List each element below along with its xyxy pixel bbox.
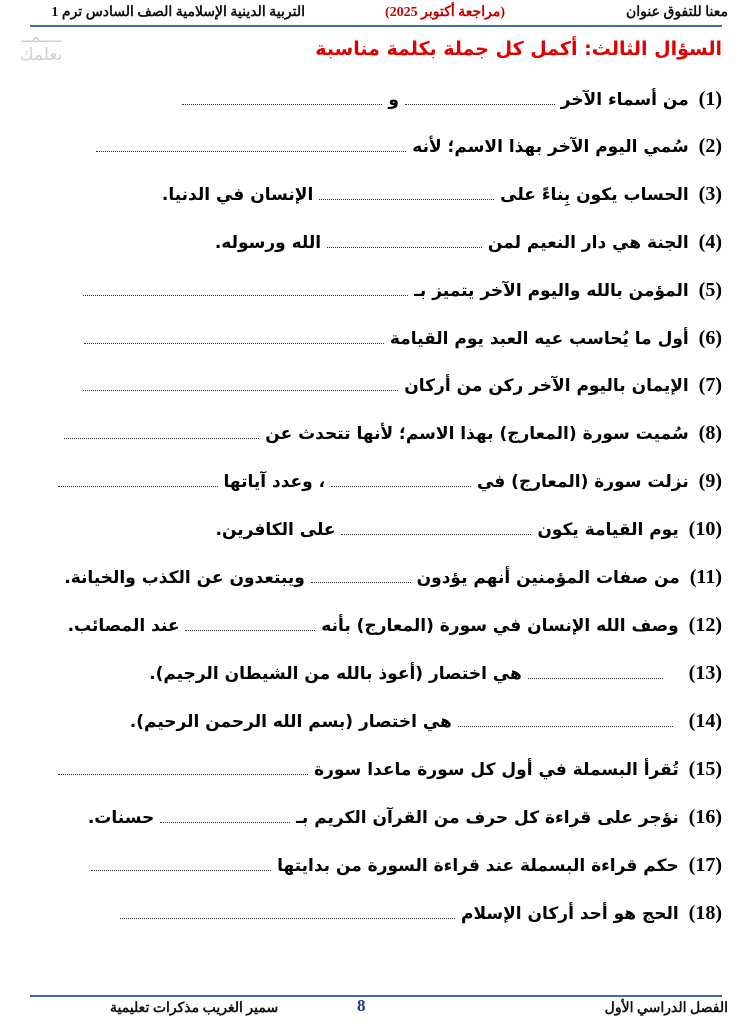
- question-13: [30, 662, 722, 692]
- section-title: السؤال الثالث: أكمل كل جملة بكلمة مناسبة: [315, 38, 722, 60]
- question-6: [30, 327, 722, 357]
- blank[interactable]: [185, 620, 315, 631]
- blank[interactable]: [64, 428, 259, 439]
- question-14: [30, 710, 722, 740]
- blank[interactable]: [528, 668, 663, 679]
- blank[interactable]: [458, 716, 673, 727]
- blank[interactable]: [91, 860, 271, 871]
- blank[interactable]: [120, 908, 455, 919]
- question-number: (2): [698, 135, 722, 157]
- question-number: (17): [688, 854, 722, 876]
- blank[interactable]: [160, 812, 290, 823]
- question-10: [30, 518, 722, 548]
- question-number: (11): [689, 566, 722, 588]
- question-number: (5): [698, 279, 722, 301]
- question-1: [30, 88, 722, 118]
- question-text: من صفات المؤمنين أنهم يؤدون: [416, 568, 680, 588]
- blank[interactable]: [405, 94, 555, 105]
- question-text-tail: عند المصائب.: [67, 616, 180, 636]
- blank[interactable]: [84, 333, 384, 344]
- question-9: [30, 470, 722, 500]
- blank[interactable]: [311, 572, 411, 583]
- question-12: [30, 614, 722, 644]
- question-number: (14): [688, 710, 722, 732]
- footer-term: الفصل الدراسي الأول: [604, 1001, 728, 1016]
- question-text: يوم القيامة يكون: [537, 520, 679, 540]
- question-5: [30, 279, 722, 309]
- blank[interactable]: [319, 189, 494, 200]
- question-number: (12): [688, 614, 722, 636]
- question-number: (18): [688, 902, 722, 924]
- question-number: (3): [698, 183, 722, 205]
- question-3: [30, 183, 722, 213]
- question-text-tail: الإنسان في الدنيا.: [161, 185, 314, 205]
- question-text: الجنة هي دار النعيم لمن: [487, 233, 689, 253]
- page-header: [0, 0, 750, 26]
- question-7: [30, 374, 722, 404]
- question-text: من أسماء الآخر: [560, 90, 689, 110]
- question-text-tail: و: [388, 90, 399, 110]
- question-text: الحج هو أحد أركان الإسلام: [461, 904, 679, 924]
- question-text: نزلت سورة (المعارج) في: [476, 472, 689, 492]
- question-18: [30, 902, 722, 932]
- question-number: (7): [698, 374, 722, 396]
- question-text-tail: هي اختصار (أعوذ بالله من الشيطان الرجيم).: [149, 664, 522, 684]
- blank[interactable]: [83, 285, 408, 296]
- question-text: نؤجر على قراءة كل حرف من القرآن الكريم بـ: [296, 808, 679, 828]
- question-text: أول ما يُحاسب عيه العبد يوم القيامة: [389, 329, 689, 349]
- question-4: [30, 231, 722, 261]
- question-8: [30, 422, 722, 452]
- question-16: [30, 806, 722, 836]
- question-number: (1): [698, 88, 722, 110]
- question-text: سُمي اليوم الآخر بهذا الاسم؛ لأنه: [412, 137, 689, 157]
- header-divider: [30, 25, 722, 27]
- question-number: (6): [698, 327, 722, 349]
- question-number: (16): [688, 806, 722, 828]
- question-text: حكم قراءة البسملة عند قراءة السورة من بدايتها: [277, 856, 679, 876]
- question-text-tail: حسنات.: [87, 808, 155, 828]
- logo-line2: بعلمك: [19, 45, 63, 65]
- blank[interactable]: [327, 237, 482, 248]
- question-2: [30, 135, 722, 165]
- watermark-logo: [6, 28, 76, 68]
- header-subject: التربية الدينية الإسلامية الصف السادس ترم 1: [51, 5, 305, 20]
- blank[interactable]: [96, 141, 406, 152]
- question-text-tail: ويبتعدون عن الكذب والخيانة.: [64, 568, 305, 588]
- page-number: 8: [357, 996, 366, 1015]
- blank[interactable]: [341, 524, 531, 535]
- question-11: [30, 566, 722, 596]
- footer-divider: [30, 995, 722, 997]
- question-text-tail: الله ورسوله.: [214, 233, 322, 253]
- footer-author: سمير الغريب مذكرات تعليمية: [110, 1001, 279, 1016]
- blank[interactable]: [58, 764, 308, 775]
- question-text-tail: على الكافرين.: [215, 520, 336, 540]
- blank[interactable]: [58, 476, 218, 487]
- blank[interactable]: [83, 380, 398, 391]
- header-review: (مراجعة أكتوبر 2025): [385, 5, 505, 20]
- question-number: (15): [688, 758, 722, 780]
- question-text: تُقرأ البسملة في أول كل سورة ماعدا سورة: [314, 760, 679, 780]
- question-15: [30, 758, 722, 788]
- question-number: (8): [698, 422, 722, 444]
- question-text: الإيمان باليوم الآخر ركن من أركان: [404, 376, 689, 396]
- logo-line1: ــــمــ: [21, 27, 61, 47]
- blank[interactable]: [331, 476, 471, 487]
- question-17: [30, 854, 722, 884]
- header-brand: معنا للتفوق عنوان: [625, 5, 728, 20]
- question-text-tail: ، وعدد آياتها: [223, 472, 326, 492]
- question-text: سُميت سورة (المعارج) بهذا الاسم؛ لأنها تتحدث عن: [265, 424, 689, 444]
- question-number: (4): [698, 231, 722, 253]
- question-text: المؤمن بالله واليوم الآخر يتميز بـ: [414, 281, 689, 301]
- question-number: (13): [688, 662, 722, 684]
- question-text: الحساب يكون بِناءً على: [500, 185, 689, 205]
- blank[interactable]: [182, 94, 382, 105]
- question-number: (10): [688, 518, 722, 540]
- question-text-tail: هي اختصار (بسم الله الرحمن الرحيم).: [129, 712, 452, 732]
- question-text: وصف الله الإنسان في سورة (المعارج) بأنه: [321, 616, 679, 636]
- question-number: (9): [698, 470, 722, 492]
